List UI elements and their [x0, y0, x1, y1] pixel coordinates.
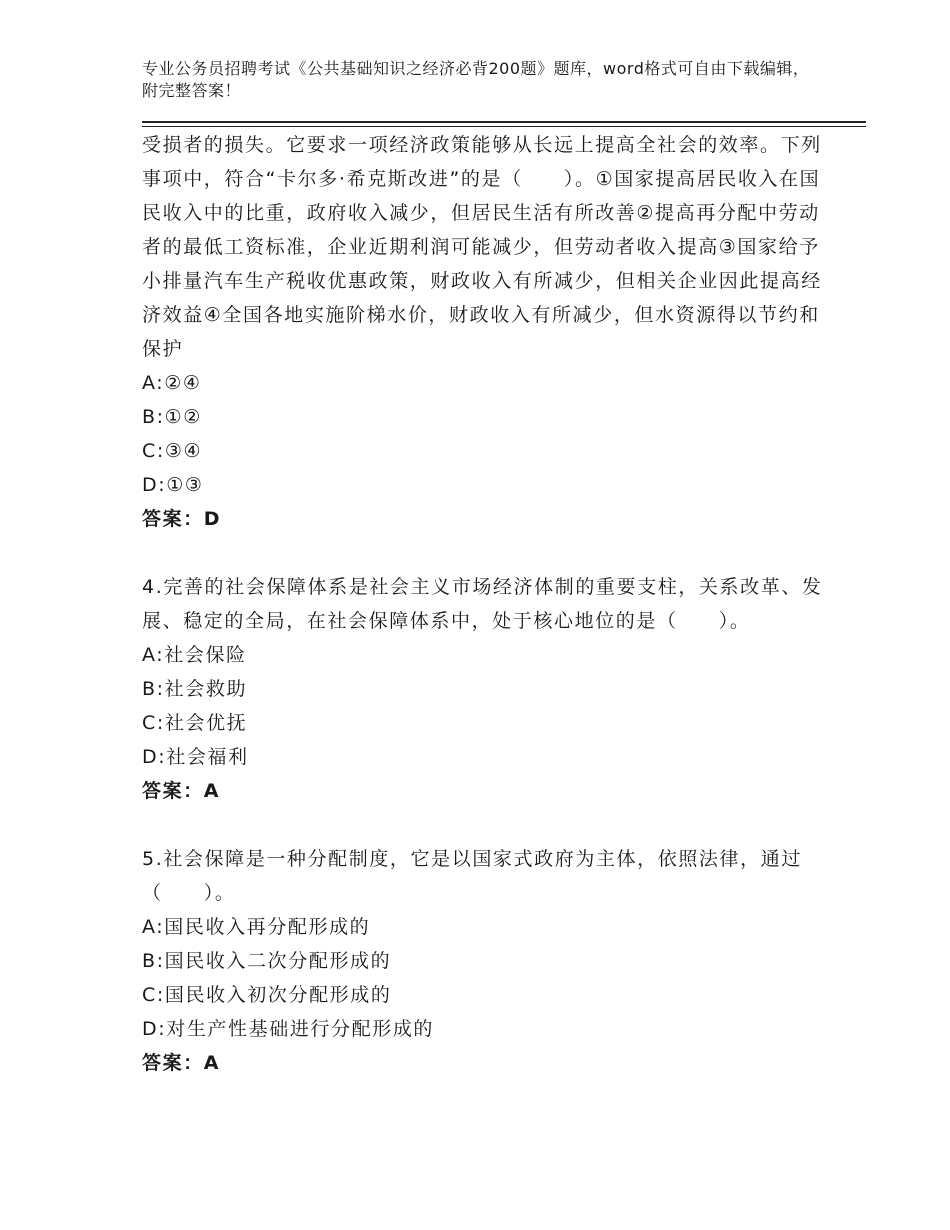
option-letter: A: [142, 372, 165, 394]
option-letter: C: [142, 440, 165, 462]
answer-line: 答案：A [142, 780, 221, 802]
option-a [142, 910, 832, 944]
question-stem: 4.完善的社会保障体系是社会主义市场经济体制的重要支柱，关系改革、发展、稳定的全局，在社会保障体系中，处于核心地位的是（ ）。 [142, 576, 823, 632]
option-letter: D: [142, 746, 167, 768]
option-d [142, 1012, 832, 1046]
header-rule-thick [142, 121, 866, 123]
header-rule-thin [142, 126, 866, 127]
option-text: ①③ [166, 474, 204, 496]
option-b [142, 400, 832, 434]
option-text: 国民收入二次分配形成的 [164, 950, 392, 972]
question-list [142, 128, 832, 1080]
question-5 [142, 842, 832, 1080]
option-a [142, 366, 832, 400]
option-letter: B: [142, 406, 165, 428]
option-letter: C: [142, 712, 165, 734]
page-header: 专业公务员招聘考试《公共基础知识之经济必背200题》题库，word格式可自由下载编辑，附完整答案！ [142, 59, 810, 100]
option-text: 国民收入再分配形成的 [164, 916, 371, 938]
question-stem: 受损者的损失。它要求一项经济政策能够从长远上提高全社会的效率。下列事项中，符合“卡尔多·希克斯改进”的是（ ）。①国家提高居民收入在国民收入中的比重，政府收入减少，但居民生活有所改善②提高再分配中劳动者的最低工资标准，企业近期利润可能减少，但劳动者收入提高③国家给予小排量汽车生产税收优惠政策，财政收入有所减少，但相关企业因此提高经济效益④全国各地实施阶梯水价，财政收入有所减少，但水资源得以节约和保护 [142, 134, 822, 360]
option-letter: A: [142, 644, 165, 666]
option-text: ③④ [164, 440, 203, 462]
option-letter: D: [142, 1018, 167, 1040]
option-text: 社会优抚 [164, 712, 248, 734]
question-3-continued [142, 128, 832, 536]
answer-line: 答案：D [142, 508, 222, 530]
option-text: 对生产性基础进行分配形成的 [166, 1018, 435, 1040]
option-text: ①② [164, 406, 202, 428]
option-a [142, 638, 832, 672]
option-letter: C: [142, 984, 165, 1006]
question-stem: 5.社会保障是一种分配制度，它是以国家式政府为主体，依照法律，通过（ ）。 [142, 848, 802, 904]
option-letter: B: [142, 678, 165, 700]
option-text: ②④ [164, 372, 202, 394]
option-b [142, 672, 832, 706]
option-text: 社会福利 [166, 746, 249, 768]
option-c [142, 706, 832, 740]
option-letter: B: [142, 950, 165, 972]
option-letter: A: [142, 916, 165, 938]
option-c [142, 978, 832, 1012]
option-d [142, 740, 832, 774]
option-b [142, 944, 832, 978]
answer-line: 答案：A [142, 1052, 221, 1074]
option-text: 社会保险 [164, 644, 247, 666]
question-4 [142, 570, 832, 808]
option-text: 国民收入初次分配形成的 [164, 984, 392, 1006]
option-d [142, 468, 832, 502]
option-letter: D: [142, 474, 167, 496]
option-c [142, 434, 832, 468]
option-text: 社会救助 [164, 678, 248, 700]
